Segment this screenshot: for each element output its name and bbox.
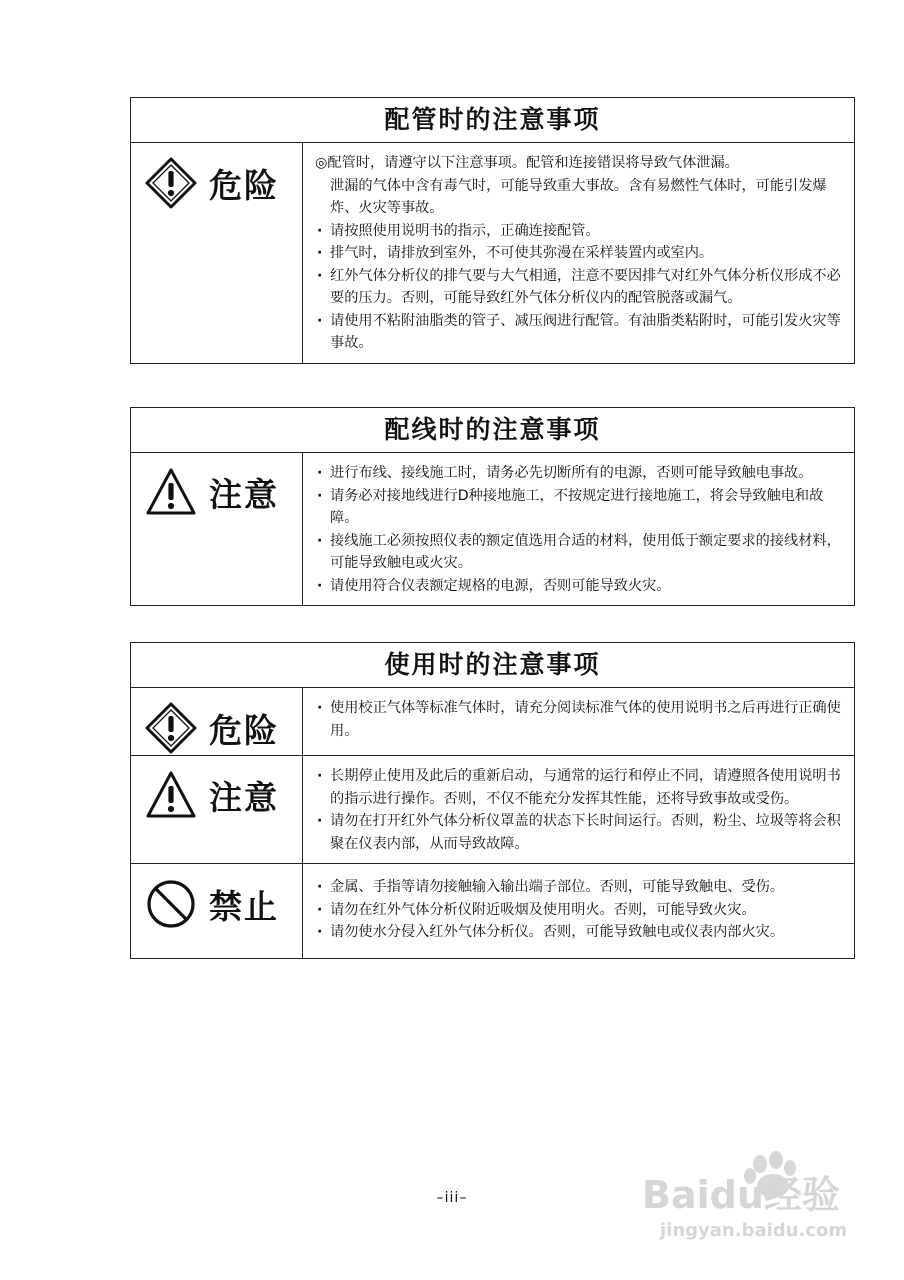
- danger-diamond-icon: [145, 157, 197, 209]
- list-item: · 请勿使水分侵入红外气体分析仪。否则，可能导致触电或仪表内部火灾。: [315, 921, 844, 944]
- caution-label: 注意: [209, 777, 279, 817]
- precaution-list: [303, 453, 854, 605]
- piping-precautions-box: [130, 97, 855, 364]
- label-cell: [131, 453, 303, 605]
- list-item: · 使用校正气体等标准气体时，请充分阅读标准气体的使用说明书之后再进行正确使用。: [315, 697, 844, 742]
- page-number: –iii–: [436, 1190, 468, 1206]
- danger-label: 危险: [209, 165, 279, 205]
- caution-row: [131, 755, 854, 863]
- caution-triangle-icon: [145, 770, 197, 820]
- watermark-url: jingyan.baidu.com: [660, 1220, 848, 1241]
- list-item: 泄漏的气体中含有毒气时，可能导致重大事故。含有易燃性气体时，可能引发爆炸、火灾等事故。: [330, 177, 827, 216]
- list-item: · 请使用符合仪表额定规格的电源，否则可能导致火灾。: [315, 575, 844, 598]
- prohibited-label: 禁止: [209, 886, 279, 926]
- danger-diamond-icon: [145, 702, 197, 754]
- list-item: · 长期停止使用及此后的重新启动，与通常的运行和停止不同，请遵照各使用说明书的指示进行操作。否则，不仅不能充分发挥其性能，还将导致事故或受伤。: [315, 765, 844, 810]
- label-cell: [131, 143, 303, 363]
- watermark-brand: Baidu经验: [642, 1173, 840, 1217]
- precaution-list: [303, 143, 854, 363]
- list-item: ◎配管时，请遵守以下注意事项。配管和连接错误将导致气体泄漏。: [315, 155, 739, 171]
- list-item: · 请按照使用说明书的指示，正确连接配管。: [315, 220, 844, 243]
- list-item: · 请勿在打开红外气体分析仪罩盖的状态下长时间运行。否则，粉尘、垃圾等将会积聚在仪表内部，从而导致故障。: [315, 810, 844, 855]
- precaution-list: [303, 688, 854, 755]
- baidu-watermark: [640, 1146, 880, 1256]
- caution-row: [131, 453, 854, 605]
- usage-precautions-box: [130, 642, 855, 959]
- list-item: · 进行布线、接线施工时，请务必先切断所有的电源，否则可能导致触电事故。: [315, 462, 844, 485]
- label-cell: [131, 688, 303, 755]
- list-item: · 请务必对接地线进行D种接地施工，不按规定进行接地施工，将会导致触电和故障。: [315, 485, 844, 530]
- precaution-list: [303, 864, 854, 958]
- danger-row: [131, 688, 854, 755]
- precaution-list: [303, 756, 854, 863]
- section-title: 配管时的注意事项: [131, 98, 854, 143]
- list-item: · 红外气体分析仪的排气要与大气相通，注意不要因排气对红外气体分析仪形成不必要的压力。否则，可能导致红外气体分析仪内的配管脱落或漏气。: [315, 265, 844, 310]
- prohibited-row: [131, 863, 854, 958]
- list-item: · 请使用不粘附油脂类的管子、减压阀进行配管。有油脂类粘附时，可能引发火灾等事故。: [315, 310, 844, 355]
- caution-triangle-icon: [145, 467, 197, 517]
- list-item: · 请勿在红外气体分析仪附近吸烟及使用明火。否则，可能导致火灾。: [315, 899, 844, 922]
- list-item: · 排气时，请排放到室外，不可使其弥漫在采样装置内或室内。: [315, 242, 844, 265]
- section-title: 配线时的注意事项: [131, 408, 854, 453]
- danger-row: [131, 143, 854, 363]
- danger-label: 危险: [209, 710, 279, 750]
- list-item: · 金属、手指等请勿接触输入输出端子部位。否则，可能导致触电、受伤。: [315, 876, 844, 899]
- caution-label: 注意: [209, 474, 279, 514]
- prohibited-circle-icon: [145, 878, 197, 930]
- section-title: 使用时的注意事项: [131, 643, 854, 688]
- wiring-precautions-box: [130, 407, 855, 606]
- label-cell: [131, 864, 303, 958]
- list-item: · 接线施工必须按照仪表的额定值选用合适的材料，使用低于额定要求的接线材料，可能导致触电或火灾。: [315, 530, 844, 575]
- label-cell: [131, 756, 303, 863]
